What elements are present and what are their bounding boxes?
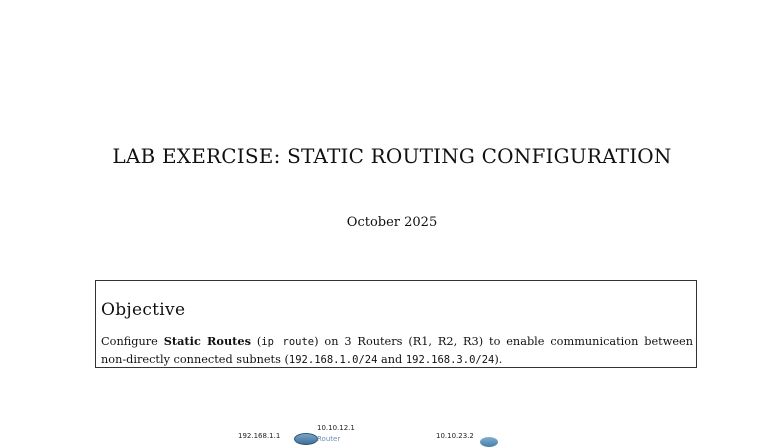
diagram-label-router1: Router: [317, 435, 341, 443]
document-date: October 2025: [346, 215, 438, 230]
router-icon: [294, 433, 318, 445]
page-title: LAB EXERCISE: STATIC ROUTING CONFIGURATION: [112, 144, 672, 168]
router-icon: [480, 437, 498, 447]
objective-text-part: and: [377, 353, 406, 366]
objective-heading: Objective: [101, 300, 186, 320]
objective-text-part: non-directly connected subnets (: [101, 353, 289, 366]
diagram-label-link12: 10.10.12.1: [317, 424, 355, 432]
objective-bold-term: Static Routes: [163, 334, 251, 348]
objective-text-part: ) on 3 Routers (R1, R2, R3) to enable communication between: [314, 335, 694, 348]
objective-text-part: ).: [494, 353, 503, 366]
objective-text-part: (: [250, 335, 262, 348]
objective-line-2: [101, 351, 693, 369]
objective-subnet-2: 192.168.3.0/24: [405, 354, 495, 366]
objective-box: [95, 280, 697, 368]
objective-line-1: [101, 333, 693, 351]
objective-text: [101, 333, 693, 369]
objective-subnet-1: 192.168.1.0/24: [288, 354, 378, 366]
diagram-label-lan1: 192.168.1.1: [238, 432, 281, 440]
diagram-label-link23: 10.10.23.2: [436, 432, 474, 440]
objective-text-part: Configure: [101, 335, 164, 348]
objective-command: ip route: [261, 336, 315, 348]
